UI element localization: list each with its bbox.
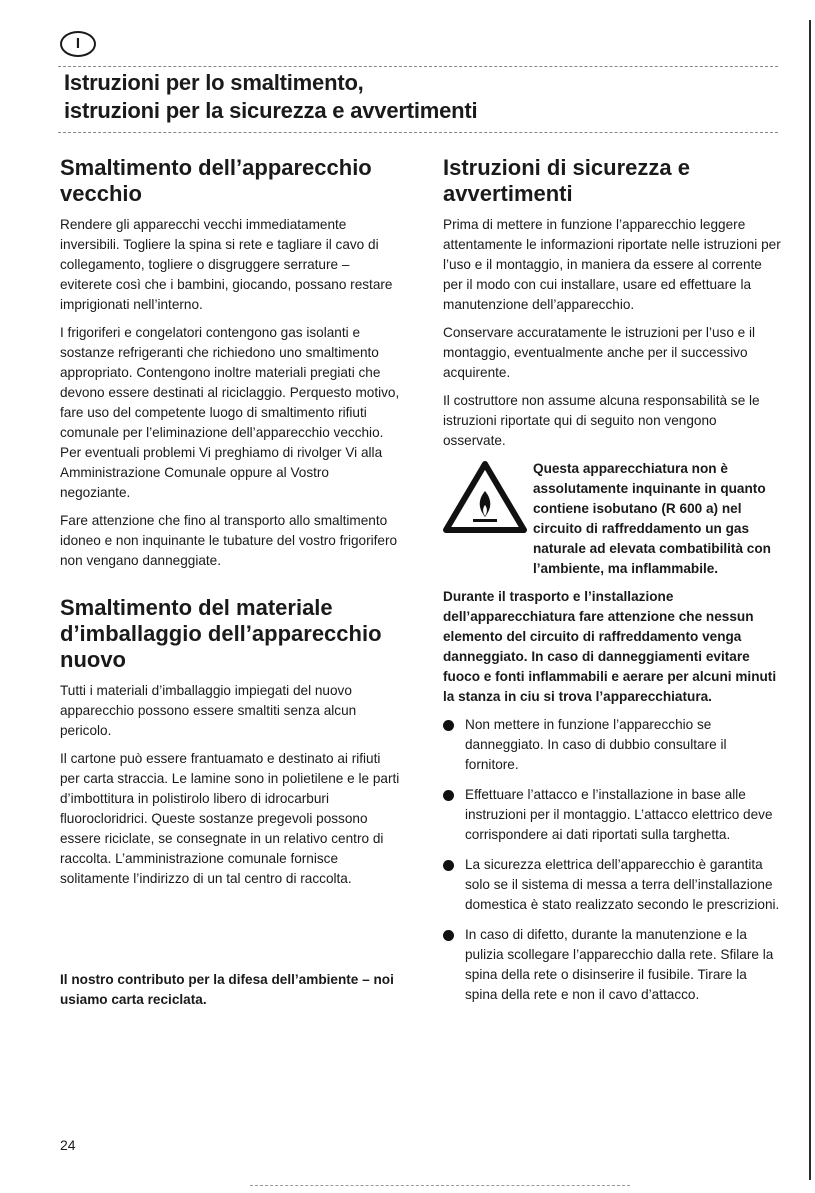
header-top-divider	[58, 66, 778, 67]
bullet-icon	[443, 860, 454, 871]
list-item: Non mettere in funzione l’apparecchio se danneggiato. In caso di dubbio consultare il fornitore.	[443, 715, 783, 775]
paragraph: Conservare accuratamente le istruzioni per l’uso e il montaggio, eventualmente anche per il successivo acquirente.	[443, 325, 756, 380]
bullet-icon	[443, 720, 454, 731]
environment-note: Il nostro contributo per la difesa dell’ambiente – noi usiamo carta reciclata.	[60, 972, 394, 1007]
paragraph: I frigoriferi e congelatori contengono gas isolanti e sostanze refrigeranti che richiedono uno smaltimento appropriato. Contengono inoltre materiali pregiati che devono essere destinati al riciclaggio. Perquesto motivo, fare uso del competente luogo di smaltimento rifiuti comunale per l’eliminazione dell’apparecchio vecchio. Per eventuali problemi Vi preghiamo di rivolger Vi alla Amministrazione Comunale oppure al Vostro negoziante.	[60, 325, 400, 500]
list-item: In caso di difetto, durante la manutenzione e la pulizia scollegare l’apparecchio dalla rete. Sfilare la spina della rete o disinserire il fusibile. Tirare la spina della rete e non il cavo d’attacco.	[443, 925, 783, 1005]
list-item: Effettuare l’attacco e l’installazione in base alle instruzioni per il montaggio. L’attacco elettrico deve corrispondere ai dati riportati sulla targhetta.	[443, 785, 783, 845]
section-title-safety: Istruzioni di sicurezza e avvertimenti	[443, 155, 690, 206]
right-column	[443, 155, 783, 1015]
page-header	[58, 70, 778, 132]
bullet-icon	[443, 790, 454, 801]
page-edge-rule	[809, 20, 811, 1180]
section-title-packaging: Smaltimento del materiale d’imballaggio dell’apparecchio nuovo	[60, 595, 382, 672]
list-item: La sicurezza elettrica dell’apparecchio è garantita solo se il sistema di messa a terra dell’installazione domestica è stato realizzato secondo le prescrizioni.	[443, 855, 783, 915]
section-title-old-appliance: Smaltimento dell’apparecchio vecchio	[60, 155, 372, 206]
flammable-warning	[443, 459, 783, 579]
paragraph: Rendere gli apparecchi vecchi immediatamente inversibili. Togliere la spina si rete e tagliare il cavo di collegamento, togliere o disgruggere serrature – eviterete così che i bambini, giocando, possano restare imprigionati nell’interno.	[60, 217, 393, 312]
left-column	[60, 155, 400, 897]
bullet-icon	[443, 930, 454, 941]
header-title-line2: istruzioni per la sicurezza e avvertimenti	[64, 98, 478, 123]
paragraph: Il costruttore non assume alcuna responsabilità se le istruzioni riportate qui di seguito non vengono osservate.	[443, 393, 760, 448]
header-title-line1: Istruzioni per lo smaltimento,	[64, 70, 364, 95]
bottom-crop-marks	[250, 1185, 630, 1186]
language-badge: I	[60, 31, 96, 57]
header-bottom-divider	[58, 132, 778, 133]
paragraph: Fare attenzione che fino al transporto allo smaltimento idoneo e non inquinante le tubature del vostro frigorifero non vengano danneggiate.	[60, 513, 398, 568]
paragraph: Tutti i materiali d’imballaggio impiegati del nuovo apparecchio possono essere smaltiti senza alcun pericolo.	[60, 683, 357, 738]
page-number: 24	[60, 1137, 76, 1153]
warning-text-2: Durante il trasporto e l’installazione dell’apparecchiatura fare attenzione che nessun elemento del circuito di raffreddamento venga danneggiato. In caso di danneggiamenti evitare fuoco e fonti inflammabili e aerare per alcuni minuti la stanza in ciu si trova l’apparecchiatura.	[443, 589, 777, 704]
paragraph: Il cartone può essere frantuamato e destinato ai rifiuti per carta straccia. Le lamine sono in polietilene e le parti d’imbottitura in polistirolo libero di idrocarburi fluorocloridrici. Queste sostanze pregevoli possono essere riciclate, se consegnate in un relativo centro di raccolta. L’amministrazione comunale fornisce solitamente l’indirizzo di un tal centro di raccolta.	[60, 751, 400, 886]
flammable-warning-icon	[443, 461, 527, 533]
safety-bullet-list	[443, 715, 783, 1005]
warning-text: Questa apparecchiatura non è assolutamente inquinante in quanto contiene isobutano (R 600 a) nel circuito di raffreddamento un gas naturale ad elevata combatibilità con l’ambiente, ma inflammabile.	[533, 461, 771, 576]
paragraph: Prima di mettere in funzione l’apparecchio leggere attentamente le informazioni riportate nelle istruzioni per l’uso e il montaggio, in maniera da essere al corrente per il modo con cui installare, usare ed effettuare la manutenzione dell’apparecchio.	[443, 217, 781, 312]
